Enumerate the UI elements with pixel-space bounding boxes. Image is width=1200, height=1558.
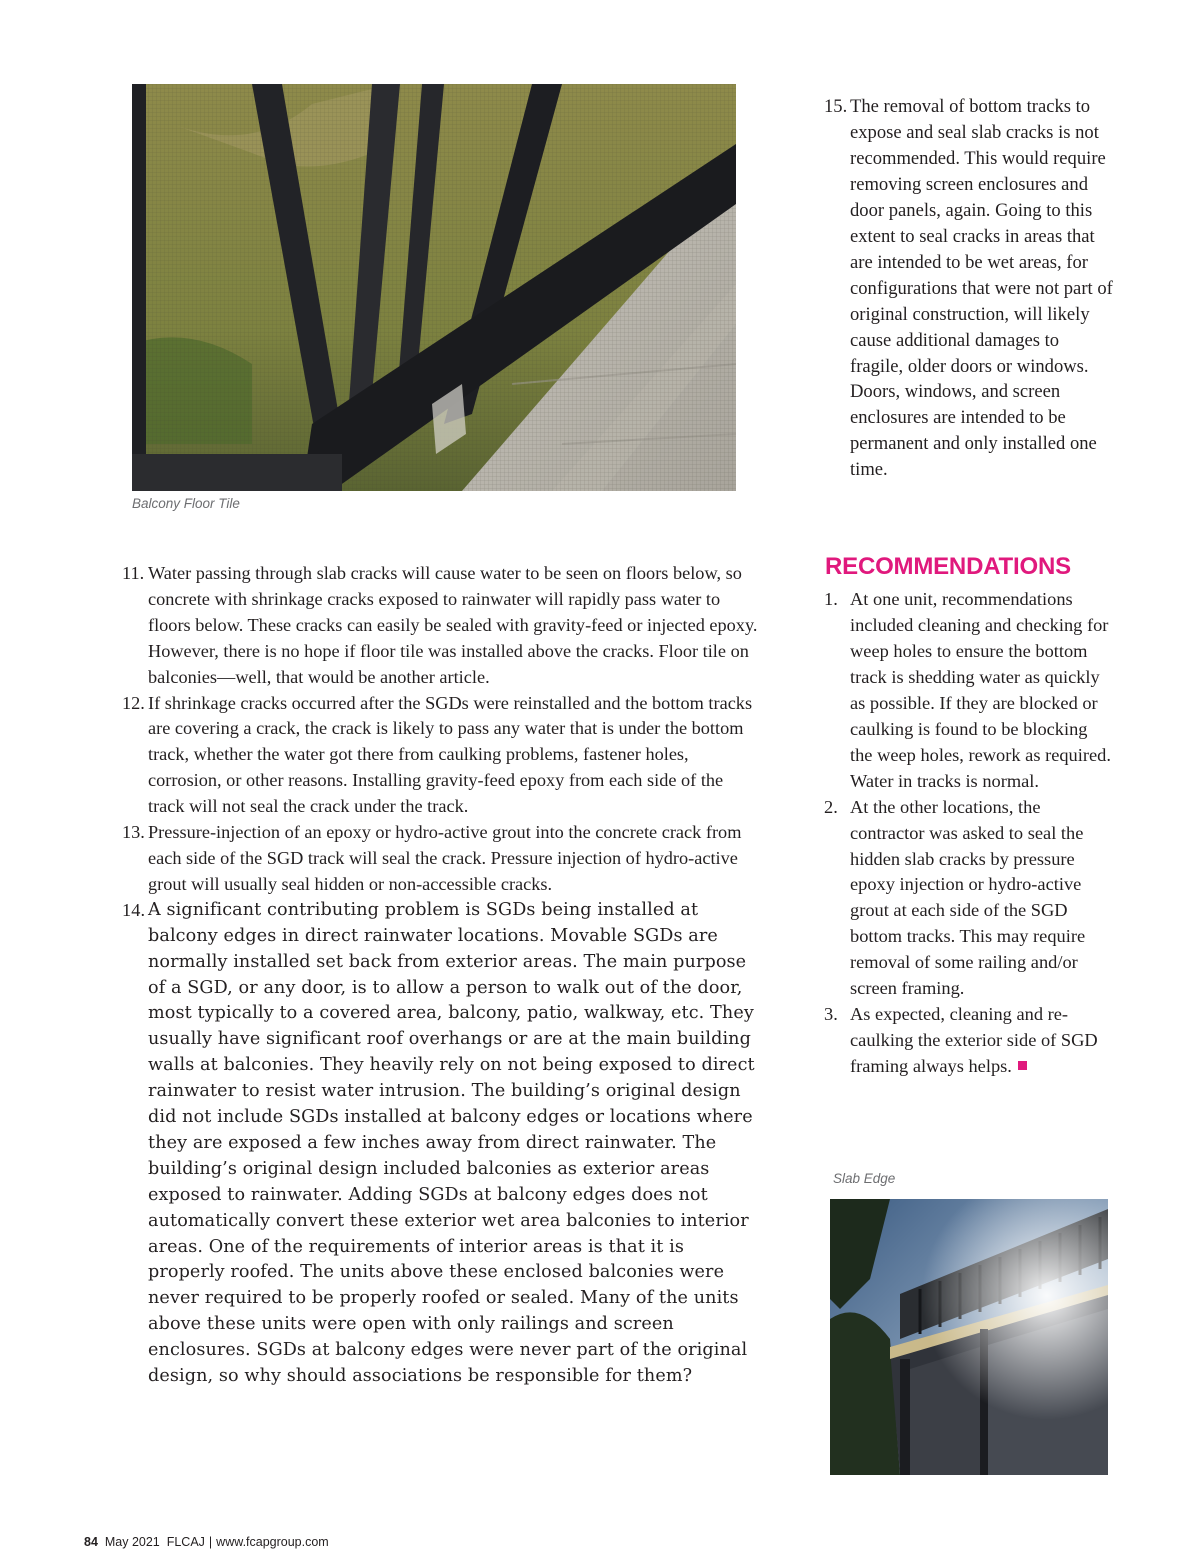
recommendations-heading: RECOMMENDATIONS [825, 553, 1071, 580]
recommendation-item-3: 3. As expected, cleaning and re-caulking the exterior side of SGD framing always helps. [824, 1004, 1098, 1077]
end-of-article-icon [1018, 1061, 1027, 1070]
recommendation-item-1: 1. At one unit, recommendations included cleaning and checking for weep holes to ensure the bottom track is shedding water as quickly as possible. If they are blocked or caulking is found to be blocking the weep holes, rework as required. Water in tracks is normal. [824, 589, 1111, 791]
list-item-15: 15. The removal of bottom tracks to expose and seal slab cracks is not recommended. This would require removing screen enclosures and door panels, again. Going to this extent to seal cracks in areas that are intended to be wet areas, for configurations that were not part of original construction, will likely cause additional damages to fragile, older doors or windows. Doors, windows, and screen enclosures are intended to be permanent and only installed one time. [824, 96, 1113, 481]
photo-balcony-floor-tile [132, 84, 736, 491]
list-item-11: 11. Water passing through slab cracks will cause water to be seen on floors below, so concrete with shrinkage cracks exposed to rainwater will rapidly pass water to floors below. These cracks can easily be sealed with gravity-feed or injected epoxy. However, there is no hope if floor tile was installed above the cracks. Floor tile on balconies—well, that would be another article. [122, 563, 758, 687]
figure-caption-slab: Slab Edge [833, 1171, 896, 1186]
list-item-14: 14. A significant contributing problem is SGDs being installed at balcony edges in direct rainwater locations. Movable SGDs are normally installed set back from exterior areas. The main purpose of a SGD, or any door, is to allow a person to walk out of the door, most typically to a covered area, balcony, patio, walkway, etc. They usually have significant roof overhangs or are at the main building walls at balconies. They heavily rely on not being exposed to direct rainwater to resist water intrusion. The building’s original design did not include SGDs installed at balcony edges or locations where they are exposed a few inches away from direct rainwater. The building’s original design included balconies as exterior areas exposed to rainwater. Adding SGDs at balcony edges does not automatically convert these exterior wet area balconies to interior areas. One of the requirements of interior areas is that it is properly roofed. The units above these enclosed balconies were never required to be properly roofed or sealed. Many of the units above these units were open with only railings and screen enclosures. SGDs at balcony edges were never part of the original design, so why should associations be responsible for them? [122, 899, 755, 1387]
footer-website[interactable]: www.fcapgroup.com [216, 1535, 329, 1549]
left-numbered-list [122, 561, 762, 1390]
right-numbered-list [824, 94, 1114, 483]
photo-slab-edge [830, 1199, 1108, 1475]
footer-separator: | [208, 1535, 213, 1549]
footer-issue: May 2021 [104, 1535, 160, 1549]
page-footer [84, 1535, 329, 1549]
figure-caption-balcony: Balcony Floor Tile [132, 496, 240, 511]
page-number: 84 [84, 1535, 98, 1549]
list-item-13: 13. Pressure-injection of an epoxy or hydro-active grout into the concrete crack from each side of the SGD track will seal the crack. Pressure injection of hydro-active grout will usually seal hidden or non-accessible cracks. [122, 822, 742, 894]
list-item-12: 12. If shrinkage cracks occurred after the SGDs were reinstalled and the bottom tracks are covering a crack, the crack is likely to pass any water that is under the bottom track, whether the water got there from caulking problems, fastener holes, corrosion, or other reasons. Installing gravity-feed epoxy from each side of the track will not seal the crack under the track. [122, 692, 753, 817]
recommendations-list [824, 587, 1114, 1080]
footer-publication: FLCAJ [166, 1535, 205, 1549]
recommendation-item-2: 2. At the other locations, the contractor was asked to seal the hidden slab cracks by pressure epoxy injection or hydro-active grout at each side of the SGD bottom tracks. This may require removal of some railing and/or screen framing. [824, 796, 1086, 999]
